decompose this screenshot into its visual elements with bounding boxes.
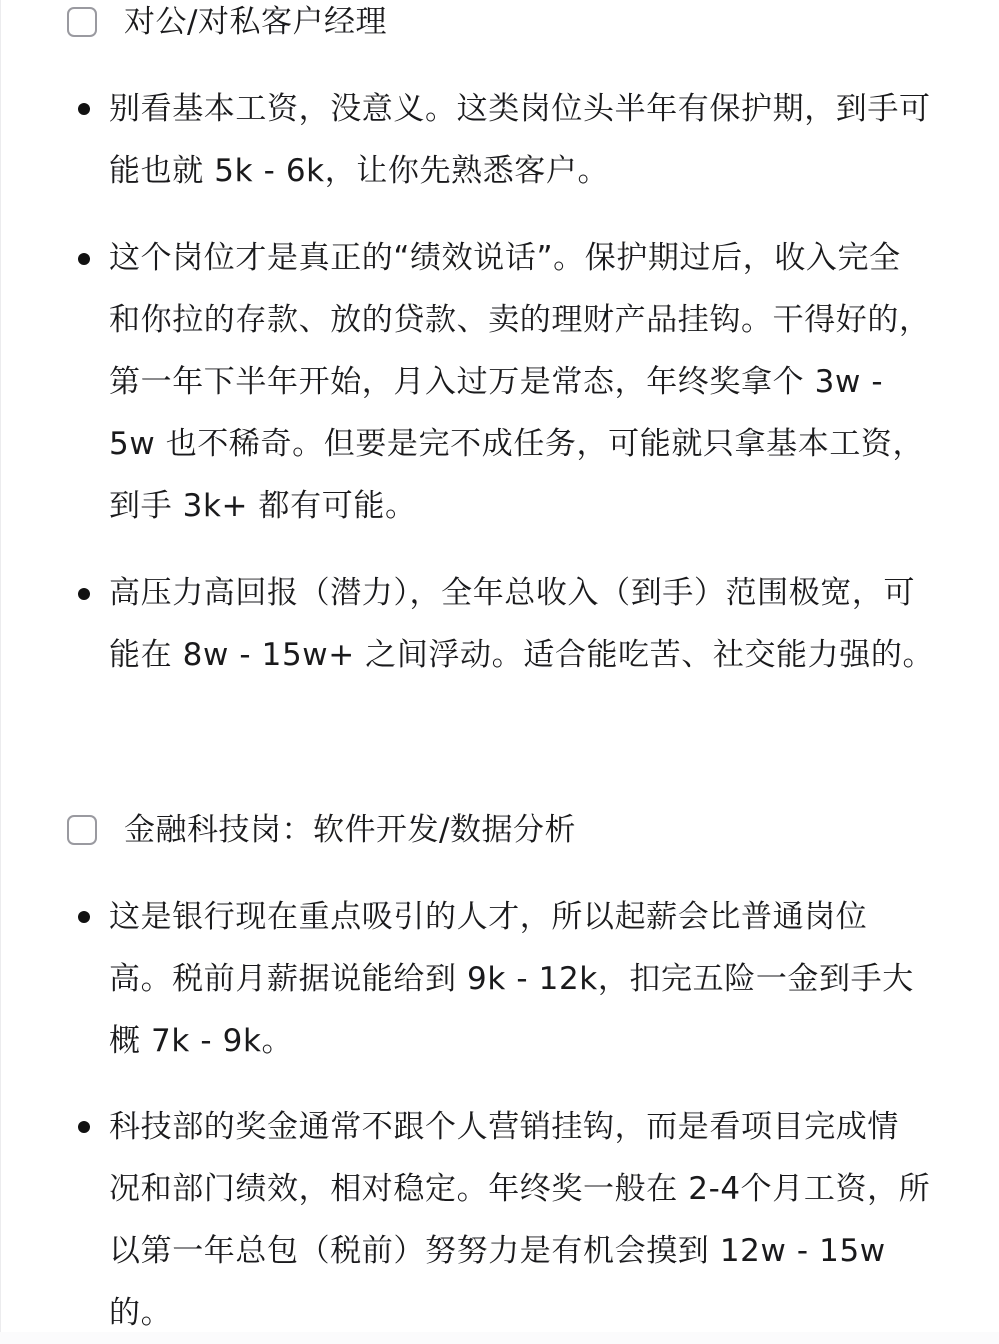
task-item xyxy=(67,810,576,850)
bullet-text: 科技部的奖金通常不跟个人营销挂钩，而是看项目完成情 况和部门绩效，相对稳定。年终奖一般在 2-4个月工资，所 以第一年总包（税前）努努力是有机会摸到 12w - 15w 的。 xyxy=(109,1109,931,1331)
task-title: 金融科技岗：软件开发/数据分析 xyxy=(124,812,576,848)
bullet-text: 高压力高回报（潜力），全年总收入（到手）范围极宽，可 能在 8w - 15w+ 之间浮动。适合能吃苦、社交能力强的。 xyxy=(109,575,935,673)
bullet-text: 这个岗位才是真正的“绩效说话”。保护期过后，收入完全 和你拉的存款、放的贷款、卖的理财产品挂钩。干得好的， 第一年下半年开始，月入过万是常态，年终奖拿个 3w - 5w 也不稀奇。但要是完不成任务，可能就只拿基本工资， 到手 3k+ 都有可能。 xyxy=(109,240,931,524)
bullet-dot xyxy=(78,911,90,923)
bullet-text: 别看基本工资，没意义。这类岗位头半年有保护期，到手可 能也就 5k - 6k，让你先熟悉客户。 xyxy=(109,91,931,189)
bullet-dot xyxy=(78,103,90,115)
bullet-dot xyxy=(78,588,90,600)
bullet-dot xyxy=(78,253,90,265)
task-item xyxy=(67,2,387,42)
bullet-text: 这是银行现在重点吸引的人才，所以起薪会比普通岗位 高。税前月薪据说能给到 9k - 12k，扣完五险一金到手大 概 7k - 9k。 xyxy=(109,899,914,1059)
task-title: 对公/对私客户经理 xyxy=(124,4,387,40)
task-checkbox[interactable] xyxy=(67,7,97,37)
bullet-dot xyxy=(78,1121,90,1133)
task-checkbox[interactable] xyxy=(67,815,97,845)
